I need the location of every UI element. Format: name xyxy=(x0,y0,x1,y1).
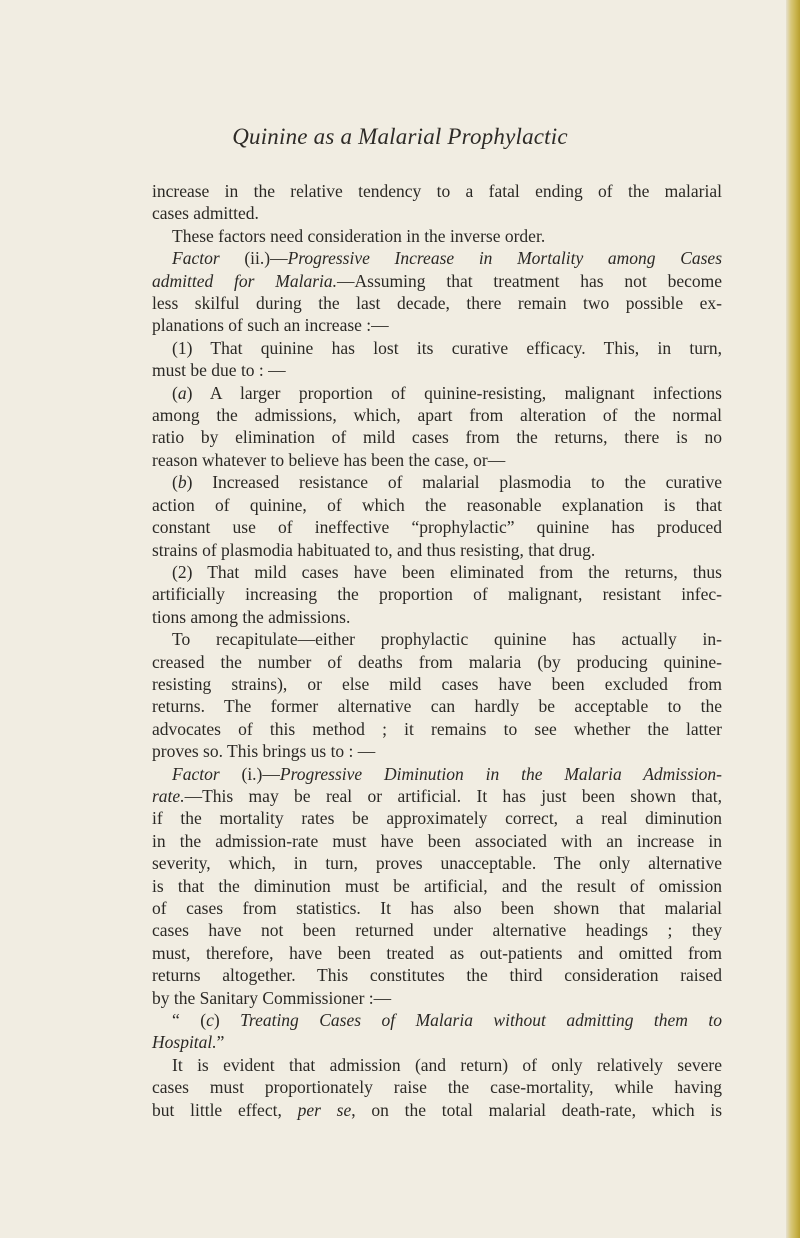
text-run: returns altogether. This constitutes the third consideration raised xyxy=(152,965,722,986)
text-run: These factors need consideration in the inverse order. xyxy=(172,225,546,246)
text-line xyxy=(152,740,722,762)
text-run: rate. xyxy=(152,785,185,806)
text-line xyxy=(152,359,722,381)
text-run: Treating Cases of Malaria without admitting them to xyxy=(240,1010,723,1031)
text-run: Progressive Diminution in the Malaria Admission- xyxy=(279,763,722,784)
text-run: (1) That quinine has lost its curative efficacy. This, in turn, xyxy=(172,337,722,358)
text-run: It is evident that admission (and return) of only relatively severe xyxy=(172,1054,722,1075)
text-run: —This may be real or artificial. It has just been shown that, xyxy=(184,785,722,806)
text-run: resisting strains), or else mild cases have been excluded from xyxy=(152,673,722,694)
text-line xyxy=(152,718,722,740)
text-line xyxy=(152,807,722,829)
text-line xyxy=(152,830,722,852)
text-line xyxy=(152,180,722,202)
text-line xyxy=(152,628,722,650)
text-line xyxy=(152,1054,722,1076)
text-run: in the admission-rate must have been associated with an increase in xyxy=(152,830,722,851)
text-run: Progressive Increase in Mortality among Cases xyxy=(287,248,722,269)
text-line xyxy=(152,897,722,919)
text-line xyxy=(152,516,722,538)
text-run: advocates of this method ; it remains to see whether the latter xyxy=(152,718,722,739)
text-line xyxy=(152,583,722,605)
text-run: must be due to : — xyxy=(152,360,286,381)
text-line xyxy=(152,695,722,717)
text-line xyxy=(152,763,722,785)
text-run: cases must proportionately raise the case-mortality, while having xyxy=(152,1077,722,1098)
text-run: creased the number of deaths from malaria (by producing quinine- xyxy=(152,651,722,672)
text-run: , on the total malarial death-rate, which is xyxy=(351,1099,723,1120)
text-run: reason whatever to believe has been the case, or— xyxy=(152,449,506,470)
text-line xyxy=(152,852,722,874)
text-run: (i.)— xyxy=(219,763,280,784)
text-line xyxy=(152,606,722,628)
text-run: by the Sanitary Commissioner :— xyxy=(152,987,392,1008)
text-run: is that the diminution must be artificial, and the result of omission xyxy=(152,875,722,896)
text-run: ( xyxy=(172,382,178,403)
text-run: b xyxy=(177,472,187,493)
text-line xyxy=(152,651,722,673)
text-run: ( xyxy=(172,472,178,493)
text-run: ” xyxy=(216,1032,225,1053)
text-run: Factor xyxy=(172,763,220,784)
text-run: returns. The former alternative can hardly be acceptable to the xyxy=(152,696,722,717)
text-line xyxy=(152,202,722,224)
text-run: ) xyxy=(213,1010,241,1031)
text-run: a xyxy=(177,382,187,403)
text-line xyxy=(152,1076,722,1098)
text-run: among the admissions, which, apart from alteration of the normal xyxy=(152,405,722,426)
text-run: strains of plasmodia habituated to, and thus resisting, that drug. xyxy=(152,539,596,560)
text-line xyxy=(152,494,722,516)
text-run: severity, which, in turn, proves unacceptable. The only alternative xyxy=(152,853,722,874)
text-line xyxy=(152,964,722,986)
text-line xyxy=(152,225,722,247)
text-run: c xyxy=(206,1010,214,1031)
text-run: —Assuming that treatment has not become xyxy=(337,270,722,291)
text-line xyxy=(152,875,722,897)
text-line xyxy=(152,987,722,1009)
text-line xyxy=(152,471,722,493)
text-run: (2) That mild cases have been eliminated from the returns, thus xyxy=(172,561,722,582)
text-line xyxy=(152,919,722,941)
text-line xyxy=(152,942,722,964)
text-run: increase in the relative tendency to a fatal ending of the malarial xyxy=(152,181,722,201)
text-line xyxy=(152,426,722,448)
text-run: Hospital. xyxy=(152,1032,217,1053)
text-run: tions among the admissions. xyxy=(152,606,351,627)
text-line xyxy=(152,561,722,583)
text-run: if the mortality rates be approximately correct, a real diminution xyxy=(152,808,722,829)
text-run: constant use of ineffective “prophylactic” quinine has produced xyxy=(152,517,722,538)
text-line xyxy=(152,449,722,471)
text-line xyxy=(152,1009,722,1031)
text-run: To recapitulate—either prophylactic quinine has actually in- xyxy=(172,629,722,650)
body-text xyxy=(152,180,722,1121)
text-run: proves so. This brings us to : — xyxy=(152,741,376,762)
text-line xyxy=(152,785,722,807)
text-run: but little effect, xyxy=(152,1099,298,1120)
text-run: “ ( xyxy=(172,1010,207,1031)
text-run: planations of such an increase :— xyxy=(152,315,389,336)
text-run: must, therefore, have been treated as out-patients and omitted from xyxy=(152,942,722,963)
text-run: ) A larger proportion of quinine-resisting, malignant infections xyxy=(186,382,722,403)
text-run: cases admitted. xyxy=(152,203,259,224)
text-run: less skilful during the last decade, there remain two possible ex- xyxy=(152,293,722,314)
text-line xyxy=(152,270,722,292)
text-run: artificially increasing the proportion of malignant, resistant infec- xyxy=(152,584,722,605)
text-run: ) Increased resistance of malarial plasmodia to the curative xyxy=(186,472,722,493)
text-line xyxy=(152,247,722,269)
text-run: cases have not been returned under alternative headings ; they xyxy=(152,920,722,941)
text-line xyxy=(152,337,722,359)
text-line xyxy=(152,292,722,314)
text-line xyxy=(152,314,722,336)
text-line xyxy=(152,1099,722,1121)
text-run: of cases from statistics. It has also been shown that malarial xyxy=(152,898,722,918)
text-run: Factor xyxy=(172,248,220,269)
text-line xyxy=(152,1031,722,1053)
text-run: action of quinine, of which the reasonable explanation is that xyxy=(152,494,722,515)
text-run: ratio by elimination of mild cases from the returns, there is no xyxy=(152,427,722,448)
text-line xyxy=(152,382,722,404)
text-run: admitted for Malaria. xyxy=(152,270,338,291)
text-line xyxy=(152,673,722,695)
text-line xyxy=(152,539,722,561)
running-head: Quinine as a Malarial Prophylactic xyxy=(232,124,568,149)
text-run: (ii.)— xyxy=(219,248,288,269)
text-line xyxy=(152,404,722,426)
text-run: per se xyxy=(297,1099,352,1120)
page-edge xyxy=(786,0,800,1238)
